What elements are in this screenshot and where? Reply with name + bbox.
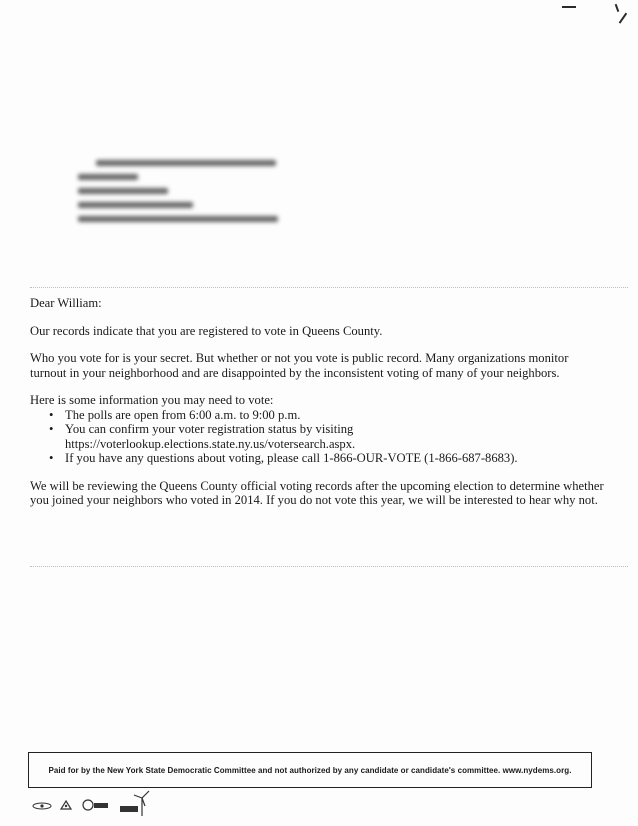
printer-logos — [30, 788, 170, 818]
list-item — [30, 408, 605, 423]
list-item — [30, 422, 605, 451]
recycle-icon — [61, 801, 71, 809]
list-item-text: If you have any questions about voting, please call 1-866-OUR-VOTE (1-866-687-8683). — [65, 451, 518, 465]
salutation: Dear William: — [30, 296, 102, 310]
redacted-address-block — [78, 160, 283, 230]
scan-line — [30, 287, 628, 288]
scan-mark — [619, 13, 627, 24]
disclaimer-box — [28, 752, 592, 788]
list-item-text: You can confirm your voter registration status by visiting https://voterlookup.elections.state.ny.us/votersearch.aspx. — [65, 422, 356, 451]
letter-body — [30, 296, 605, 521]
scan-line — [30, 566, 628, 567]
union-bug-icon — [33, 803, 51, 809]
wind-power-icon — [120, 791, 149, 816]
paragraph-public-record: Who you vote for is your secret. But whether or not you vote is public record. Many organizations monitor turnout in your neighborhood and are disappointed by the inconsistent voting of many of your neighbors. — [30, 351, 569, 380]
info-intro: Here is some information you may need to vote: — [30, 393, 274, 407]
bullet: • — [49, 422, 54, 436]
scan-mark — [615, 4, 619, 12]
paragraph-registration: Our records indicate that you are registered to vote in Queens County. — [30, 323, 383, 338]
list-item — [30, 451, 605, 466]
list-item-text: The polls are open from 6:00 a.m. to 9:00 p.m. — [65, 407, 301, 422]
green-print-icon — [83, 800, 108, 810]
scan-mark — [562, 6, 576, 8]
disclaimer-text: Paid for by the New York State Democratic Committee and not authorized by any candidate or candidate's committee. www.nydems.org. — [48, 765, 572, 775]
info-list — [30, 408, 605, 466]
bullet: • — [49, 451, 54, 465]
bullet: • — [49, 407, 54, 422]
paragraph-followup: We will be reviewing the Queens County official voting records after the upcoming election to determine whether you joined your neighbors who voted in 2014. If you do not vote this year, we will be interested to hear why not. — [30, 478, 604, 507]
